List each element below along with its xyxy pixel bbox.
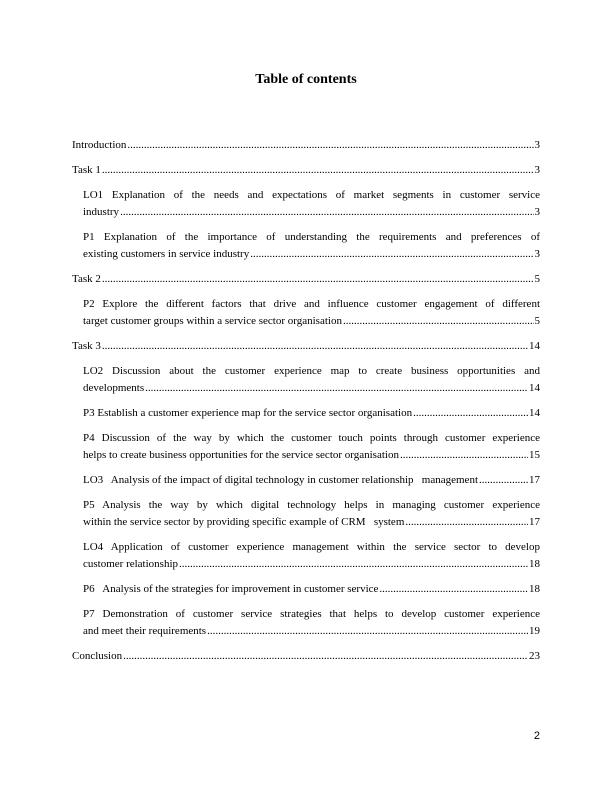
toc-entry-text: P2 Explore the different factors that drive and influence customer engagement of different <box>83 298 540 310</box>
toc-entry-line <box>83 514 540 531</box>
table-of-contents <box>72 137 540 665</box>
toc-entry[interactable] <box>72 137 540 154</box>
toc-entry-line <box>72 648 540 665</box>
toc-page-number: 3 <box>534 164 540 176</box>
toc-entry-text: P4 Discussion of the way by which the customer touch points through customer experience <box>83 432 540 444</box>
toc-page-number: 19 <box>529 625 540 637</box>
dot-leader <box>120 204 533 221</box>
toc-entry-text: customer relationship <box>83 558 179 570</box>
dot-leader <box>127 137 533 154</box>
toc-page-number: 5 <box>534 315 540 327</box>
toc-entry-text: developments <box>83 382 145 394</box>
toc-entry-text: Task 3 <box>72 340 101 352</box>
toc-entry-line <box>83 472 540 489</box>
toc-entry-text: P1 Explanation of the importance of understanding the requirements and preferences of <box>83 231 540 243</box>
toc-entry[interactable] <box>72 648 540 665</box>
toc-entry[interactable] <box>72 338 540 355</box>
toc-entry-text: P7 Demonstration of customer service strategies that helps to develop customer experience <box>83 608 540 620</box>
toc-entry[interactable] <box>72 162 540 179</box>
toc-entry[interactable] <box>72 405 540 422</box>
toc-entry-text: P6 Analysis of the strategies for improvement in customer service <box>83 583 379 595</box>
toc-entry-text: Task 2 <box>72 273 101 285</box>
toc-entry-text: LO3 Analysis of the impact of digital technology in customer relationship management <box>83 474 478 486</box>
dot-leader <box>102 162 534 179</box>
dot-leader <box>102 271 534 288</box>
toc-entry[interactable] <box>72 271 540 288</box>
page-number: 2 <box>533 730 540 742</box>
toc-page-number: 3 <box>534 248 540 260</box>
dot-leader <box>179 556 528 573</box>
toc-entry-line <box>83 556 540 573</box>
toc-entry-text: target customer groups within a service sector organisation <box>83 315 342 327</box>
toc-entry-text: Conclusion <box>72 650 123 662</box>
toc-entry-line <box>83 447 540 464</box>
toc-entry-text: Task 1 <box>72 164 101 176</box>
dot-leader <box>400 447 528 464</box>
toc-entry-line <box>72 271 540 288</box>
dot-leader <box>343 313 534 330</box>
toc-entry[interactable] <box>72 430 540 464</box>
toc-entry-text: industry <box>83 206 120 218</box>
dot-leader <box>379 581 528 598</box>
toc-page-number: 15 <box>529 449 540 461</box>
toc-entry[interactable] <box>72 187 540 221</box>
toc-entry-line <box>72 338 540 355</box>
toc-entry[interactable] <box>72 363 540 397</box>
toc-entry-line <box>83 204 540 221</box>
toc-entry-text: and meet their requirements <box>83 625 207 637</box>
toc-entry-line <box>83 380 540 397</box>
toc-entry[interactable] <box>72 539 540 573</box>
toc-entry[interactable] <box>72 472 540 489</box>
page-title: Table of contents <box>255 72 357 87</box>
toc-page-number: 14 <box>529 407 540 419</box>
toc-page-number: 14 <box>529 382 540 394</box>
dot-leader <box>250 246 533 263</box>
toc-entry[interactable] <box>72 497 540 531</box>
toc-entry-line <box>83 581 540 598</box>
toc-entry-text: LO4 Application of customer experience management within the service sector to develop <box>83 541 540 553</box>
dot-leader <box>479 472 528 489</box>
dot-leader <box>405 514 528 531</box>
toc-page-number: 3 <box>534 139 540 151</box>
dot-leader <box>145 380 528 397</box>
toc-page-number: 17 <box>529 516 540 528</box>
toc-entry-line <box>83 405 540 422</box>
toc-entry-text: helps to create business opportunities for the service sector organisation <box>83 449 399 461</box>
toc-entry[interactable] <box>72 606 540 640</box>
toc-entry-text: P3 Establish a customer experience map for the service sector organisation <box>83 407 413 419</box>
dot-leader <box>102 338 528 355</box>
toc-entry[interactable] <box>72 581 540 598</box>
dot-leader <box>123 648 528 665</box>
toc-page-number: 18 <box>529 583 540 595</box>
toc-entry[interactable] <box>72 229 540 263</box>
toc-page-number: 17 <box>529 474 540 486</box>
toc-page-number: 5 <box>534 273 540 285</box>
toc-entry-text: Introduction <box>72 139 127 151</box>
toc-page-number: 3 <box>534 206 540 218</box>
dot-leader <box>413 405 528 422</box>
toc-entry-line <box>83 246 540 263</box>
toc-entry-line <box>83 623 540 640</box>
toc-page-number: 18 <box>529 558 540 570</box>
toc-entry-text: existing customers in service industry <box>83 248 250 260</box>
toc-page-number: 23 <box>529 650 540 662</box>
toc-page-number: 14 <box>529 340 540 352</box>
dot-leader <box>207 623 528 640</box>
toc-entry[interactable] <box>72 296 540 330</box>
toc-entry-text: LO1 Explanation of the needs and expectations of market segments in customer service <box>83 189 540 201</box>
toc-entry-line <box>72 162 540 179</box>
toc-entry-text: within the service sector by providing specific example of CRM system <box>83 516 405 528</box>
toc-entry-line <box>72 137 540 154</box>
toc-entry-line <box>83 313 540 330</box>
toc-entry-text: LO2 Discussion about the customer experience map to create business opportunities and <box>83 365 540 377</box>
toc-entry-text: P5 Analysis the way by which digital technology helps in managing customer experience <box>83 499 540 511</box>
